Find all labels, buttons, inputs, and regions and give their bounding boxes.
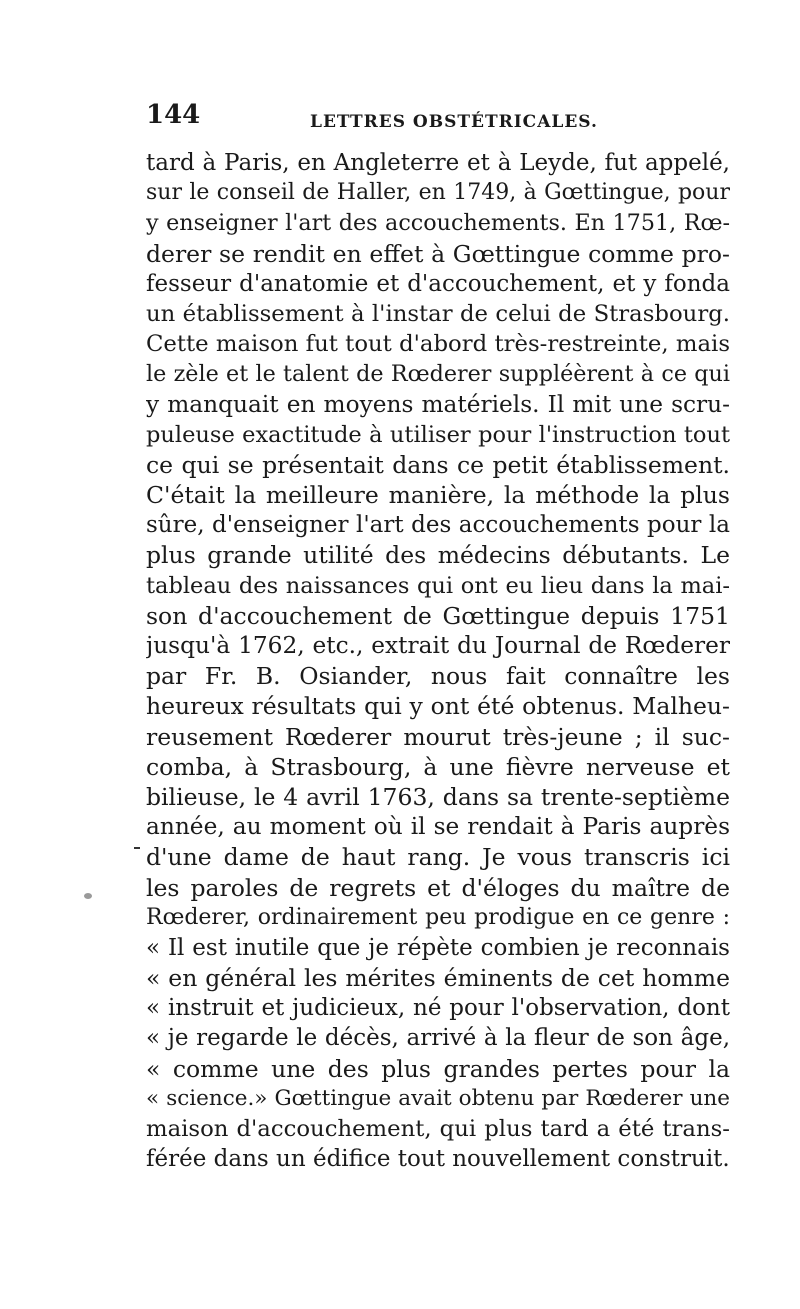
text-line: son d'accouchement de Gœttingue depuis 1751 — [146, 601, 730, 630]
text-line: ce qui se présentait dans ce petit établissement. — [146, 450, 730, 479]
text-line: Cette maison fut tout d'abord très-restreinte, mais — [146, 331, 730, 358]
text-line: puleuse exactitude à utiliser pour l'instruction tout — [146, 421, 730, 448]
text-line: tableau des naissances qui ont eu lieu dans la mai- — [146, 572, 730, 599]
text-line: d'une dame de haut rang. Je vous transcris ici — [146, 843, 730, 872]
text-line: fesseur d'anatomie et d'accouchement, et y fonda — [146, 270, 730, 297]
margin-dash — [134, 847, 140, 849]
ink-speck — [84, 893, 92, 899]
text-line: férée dans un édifice tout nouvellement construit. — [146, 1146, 730, 1173]
text-line: y enseigner l'art des accouchements. En 1751, Rœ- — [146, 210, 730, 237]
text-line: maison d'accouchement, qui plus tard a été trans- — [146, 1116, 730, 1142]
text-line: jusqu'à 1762, etc., extrait du Journal de Rœderer — [146, 632, 730, 659]
text-line: un établissement à l'instar de celui de Strasbourg. — [146, 300, 730, 327]
text-line: C'était la meilleure manière, la méthode la plus — [146, 481, 730, 510]
quote-line: « comme une des plus grandes pertes pour la — [146, 1054, 730, 1083]
quote-line: « en général les mérites éminents de cet homme — [146, 964, 730, 993]
text-line: heureux résultats qui y ont été obtenus. Malheu- — [146, 692, 730, 721]
page-header — [146, 100, 730, 140]
page-number: 144 — [146, 100, 201, 130]
text-line: sur le conseil de Haller, en 1749, à Gœttingue, pour — [146, 180, 730, 206]
text-line: reusement Rœderer mourut très-jeune ; il suc- — [146, 722, 730, 751]
text-line: plus grande utilité des médecins débutants. Le — [146, 541, 730, 570]
quote-line: « Il est inutile que je répète combien je reconnais — [146, 934, 730, 961]
text-line: les paroles de regrets et d'éloges du maître de — [146, 873, 730, 902]
body-text — [146, 148, 730, 1174]
text-line: derer se rendit en effet à Gœttingue comme pro- — [146, 239, 730, 268]
text-line: par Fr. B. Osiander, nous fait connaître les — [146, 662, 730, 691]
text-line: le zèle et le talent de Rœderer suppléèrent à ce qui — [146, 361, 730, 388]
quote-line: « instruit et judicieux, né pour l'observation, dont — [146, 995, 730, 1022]
text-line: sûre, d'enseigner l'art des accouchements pour la — [146, 512, 730, 539]
text-line: bilieuse, le 4 avril 1763, dans sa trente-septième — [146, 782, 730, 811]
quote-line: « je regarde le décès, arrivé à la fleur de son âge, — [146, 1025, 730, 1052]
text-line: comba, à Strasbourg, à une fièvre nerveuse et — [146, 752, 730, 781]
text-line: Rœderer, ordinairement peu prodigue en ce genre : — [146, 904, 730, 930]
quote-line: « science.» Gœttingue avait obtenu par Rœderer une — [146, 1085, 730, 1111]
running-head: LETTRES OBSTÉTRICALES. — [310, 112, 598, 132]
text-line: année, au moment où il se rendait à Paris auprès — [146, 813, 730, 841]
text-line: tard à Paris, en Angleterre et à Leyde, fut appelé, — [146, 150, 730, 176]
text-line: y manquait en moyens matériels. Il mit une scru- — [146, 390, 730, 418]
